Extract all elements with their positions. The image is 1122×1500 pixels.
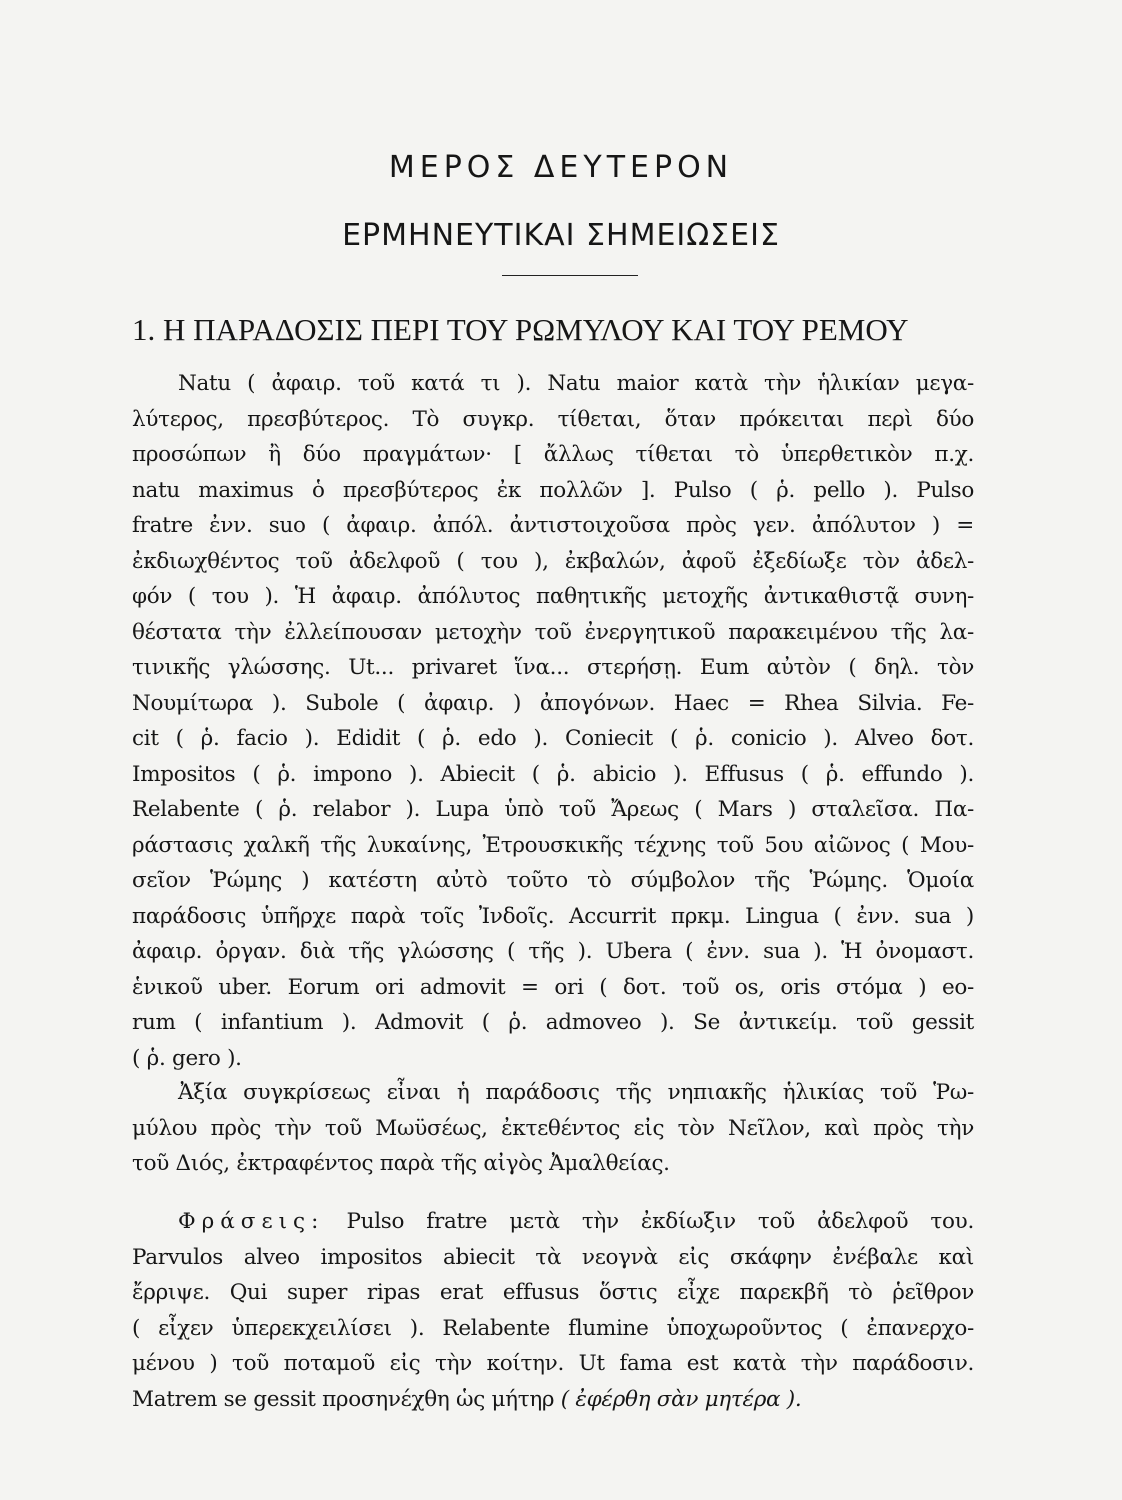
text-line: Natu ( ἀφαιρ. τοῦ κατά τι ). Natu maior κατὰ τὴν ἡλικίαν μεγα- — [178, 371, 974, 396]
text-line: ἐκδιωχθέντος τοῦ ἀδελφοῦ ( του ), ἐκβαλών, ἀφοῦ ἐξεδίωξε τὸν ἀδελ- — [132, 548, 974, 574]
phrases-paragraph — [132, 1204, 974, 1417]
text-line — [132, 1204, 974, 1240]
text-line: λύτερος, πρεσβύτερος. Τὸ συγκρ. τίθεται, ὅταν πρόκειται περὶ δύο — [132, 406, 974, 432]
text-line: θέστατα τὴν ἐλλείπουσαν μετοχὴν τοῦ ἐνεργητικοῦ παρακειμένου τῆς λα- — [132, 619, 974, 645]
phrases-first-line: Pulso fratre μετὰ τὴν ἐκδίωξιν τοῦ ἀδελφοῦ του. — [346, 1209, 974, 1234]
text-line: μύλου πρὸς τὴν τοῦ Μωϋσέως, ἐκτεθέντος εἰς τὸν Νεῖλον, καὶ πρὸς τὴν — [132, 1115, 974, 1141]
text-line: natu maximus ὁ πρεσβύτερος ἐκ πολλῶν ]. Pulso ( ῥ. pello ). Pulso — [132, 477, 974, 503]
text-line: rum ( infantium ). Admovit ( ῥ. admoveo ). Se ἀντικείμ. τοῦ gessit — [132, 1010, 974, 1035]
phrases-label: Φράσεις: — [178, 1209, 325, 1234]
text-line: Parvulos alveo impositos abiecit τὰ νεογνὰ εἰς σκάφην ἐνέβαλε καὶ — [132, 1244, 974, 1270]
text-line: μένου ) τοῦ ποταμοῦ εἰς τὴν κοίτην. Ut fama est κατὰ τὴν παράδοσιν. — [132, 1351, 974, 1376]
text-line: fratre ἐνν. suo ( ἀφαιρ. ἀπόλ. ἀντιστοιχοῦσα πρὸς γεν. ἀπόλυτον ) = — [132, 513, 974, 538]
text-line: Ἀξία συγκρίσεως εἶναι ἡ παράδοσις τῆς νηπιακῆς ἡλικίας τοῦ Ῥω- — [178, 1080, 974, 1105]
section-title: 1. Η ΠΑΡΑΔΟΣΙΣ ΠΕΡΙ ΤΟΥ ΡΩΜΥΛΟΥ ΚΑΙ ΤΟΥ ΡΕΜΟΥ — [132, 312, 909, 347]
text-line: τοῦ Διός, ἐκτραφέντος παρὰ τῆς αἰγὸς Ἀμαλθείας. — [132, 1151, 670, 1176]
text-line: Impositos ( ῥ. impono ). Abiecit ( ῥ. abicio ). Effusus ( ῥ. effundo ). — [132, 761, 974, 787]
part-title: ΜΕΡΟΣ ΔΕΥΤΕΡΟΝ — [388, 150, 734, 185]
comparison-paragraph — [132, 1075, 974, 1182]
text-line: Relabente ( ῥ. relabor ). Lupa ὑπὸ τοῦ Ἄρεως ( Mars ) σταλεῖσα. Πα- — [132, 797, 974, 822]
text-line: προσώπων ἢ δύο πραγμάτων· [ ἄλλως τίθεται τὸ ὑπερθετικὸν π.χ. — [132, 442, 974, 467]
text-line: ( εἶχεν ὑπερεκχειλίσει ). Relabente flumine ὑποχωροῦντος ( ἐπανερχο- — [132, 1315, 974, 1341]
text-line: Νουμίτωρα ). Subole ( ἀφαιρ. ) ἀπογόνων. Haec = Rhea Silvia. Fe- — [132, 690, 974, 716]
text-line: σεῖον Ῥώμης ) κατέστη αὐτὸ τοῦτο τὸ σύμβολον τῆς Ῥώμης. Ὁμοία — [132, 868, 974, 893]
text-line: ἑνικοῦ uber. Eorum ori admovit = ori ( δοτ. τοῦ os, oris στόμα ) eo- — [132, 974, 974, 1000]
notes-paragraph — [132, 366, 974, 1076]
phrases-last-line: Matrem se gessit προσηνέχθη ὡς μήτηρ — [132, 1386, 561, 1412]
main-title: ΕΡΜΗΝΕΥΤΙΚΑΙ ΣΗΜΕΙΩΣΕΙΣ — [342, 218, 780, 253]
text-line: ἀφαιρ. ὀργαν. διὰ τῆς γλώσσης ( τῆς ). Ubera ( ἐνν. sua ). Ἡ ὀνομαστ. — [132, 939, 974, 964]
text-line: φόν ( του ). Ἡ ἀφαιρ. ἀπόλυτος παθητικῆς μετοχῆς ἀντικαθιστᾷ συνη- — [132, 584, 974, 609]
text-line: cit ( ῥ. facio ). Edidit ( ῥ. edo ). Coniecit ( ῥ. conicio ). Alveo δοτ. — [132, 726, 974, 751]
text-line: τινικῆς γλώσσης. Ut... privaret ἵνα... στερήσῃ. Eum αὐτὸν ( δηλ. τὸν — [132, 655, 974, 680]
phrases-last-line-italic: ( ἐφέρθη σὰν μητέρα ). — [560, 1386, 802, 1412]
text-line: παράδοσις ὑπῆρχε παρὰ τοῖς Ἰνδοῖς. Accurrit πρκμ. Lingua ( ἐνν. sua ) — [132, 903, 974, 929]
title-divider — [502, 275, 638, 276]
text-line: ράστασις χαλκῆ τῆς λυκαίνης, Ἐτρουσκικῆς τέχνης τοῦ 5ου αἰῶνος ( Μου- — [132, 832, 974, 858]
text-line: ( ῥ. gero ). — [132, 1045, 242, 1071]
text-line — [132, 1382, 974, 1418]
text-line: ἔρριψε. Qui super ripas erat effusus ὅστις εἶχε παρεκβῆ τὸ ῥεῖθρον — [132, 1280, 974, 1305]
